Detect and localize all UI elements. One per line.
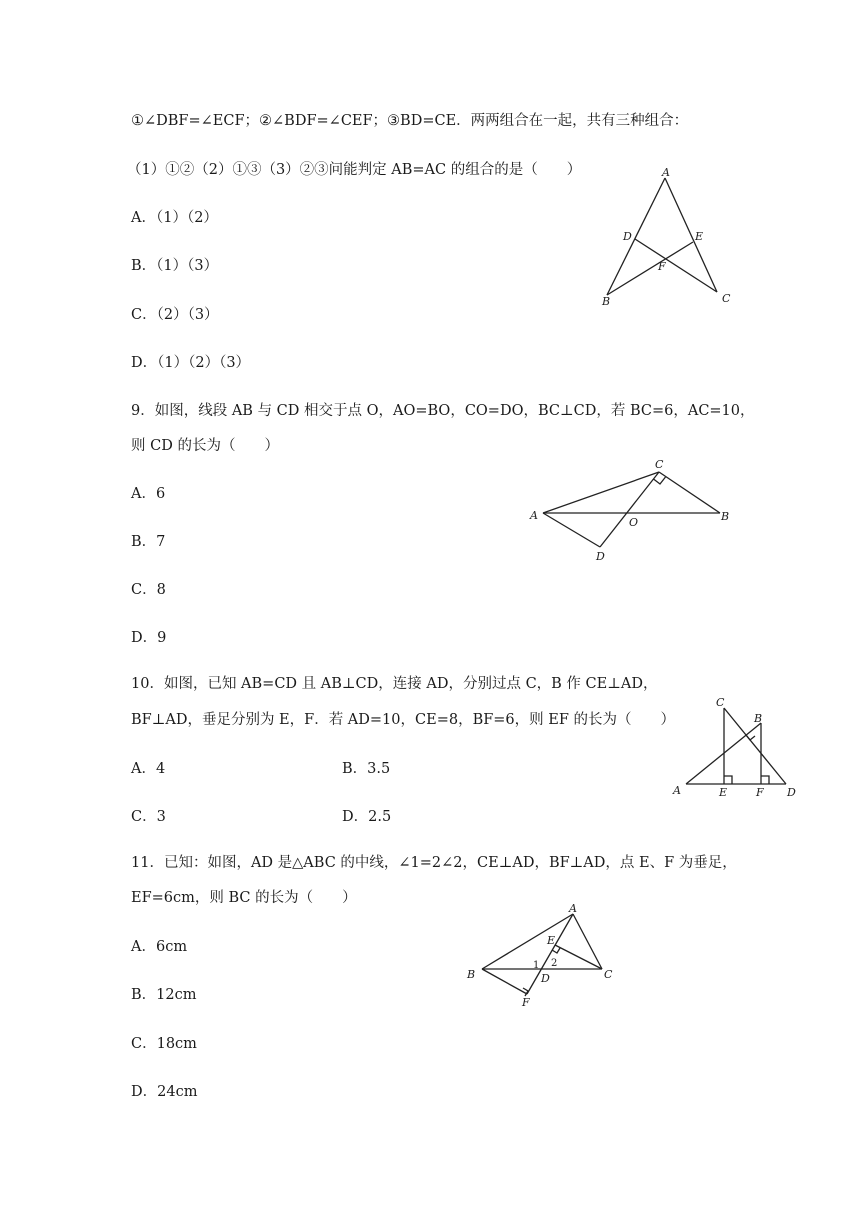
q11-label-a: A (569, 902, 577, 915)
q10-option-b: B．3.5 (342, 761, 391, 777)
q8-option-d: D．（1）（2）（3） (131, 355, 251, 371)
q10-label-e: E (719, 786, 728, 799)
q9-intersecting-segments-figure (525, 456, 740, 566)
q8-label-e: E (695, 230, 704, 243)
q11-option-d: D．24cm (131, 1084, 198, 1100)
q9-stem-line1: 9．如图，线段 AB 与 CD 相交于点 O，AO=BO，CO=DO，BC⊥CD，若 BC=6，AC=10， (131, 403, 755, 419)
q11-label-b: B (467, 968, 476, 981)
q10-option-d: D．2.5 (342, 809, 392, 825)
q11-label-f: F (522, 996, 530, 1009)
q8-option-c: C．（2）（3） (131, 307, 219, 323)
q10-label-f: F (756, 786, 764, 799)
q9-label-c: C (655, 458, 664, 471)
q8-triangle-figure (590, 162, 750, 312)
q10-label-d: D (787, 786, 796, 799)
q9-label-b: B (721, 510, 730, 523)
q11-label-d: D (541, 972, 550, 985)
q10-stem-line2: BF⊥AD，垂足分别为 E，F．若 AD=10，CE=8，BF=6，则 EF 的长为（ ） (131, 712, 676, 728)
q9-label-a: A (530, 509, 538, 522)
q10-label-a: A (673, 784, 681, 797)
q8-option-b: B．（1）（3） (131, 258, 219, 274)
q8-option-a: A．（1）（2） (131, 210, 218, 226)
q10-option-c: C．3 (131, 809, 166, 825)
q11-angle-2-label: 2 (551, 958, 558, 969)
q8-label-d: D (623, 230, 632, 243)
q10-label-c: C (716, 696, 725, 709)
q9-stem-line2: 则 CD 的长为（ ） (131, 438, 279, 454)
q11-option-b: B．12cm (131, 987, 197, 1003)
q10-stem-line1: 10．如图，已知 AB=CD 且 AB⊥CD，连接 AD，分别过点 C，B 作 CE⊥AD， (131, 676, 658, 692)
q8-question-line: （1）①②（2）①③（3）②③问能判定 AB=AC 的组合的是（ ） (127, 162, 582, 178)
q10-option-a: A．4 (131, 761, 166, 777)
q11-median-figure (462, 898, 622, 1013)
q11-label-e: E (547, 934, 556, 947)
q8-label-f: F (658, 260, 666, 273)
q8-label-c: C (722, 292, 731, 305)
q11-label-c: C (604, 968, 613, 981)
q8-condition-line: ①∠DBF=∠ECF；②∠BDF=∠CEF；③BD=CE．两两组合在一起，共有三种组合： (131, 113, 689, 129)
q11-stem-line1: 11．已知：如图，AD 是△ABC 的中线，∠1=2∠2，CE⊥AD，BF⊥AD，点 E、F 为垂足， (131, 855, 737, 871)
q11-option-a: A．6cm (131, 939, 188, 955)
q11-option-c: C．18cm (131, 1036, 197, 1052)
q11-stem-line2: EF=6cm，则 BC 的长为（ ） (131, 890, 357, 906)
q9-option-a: A．6 (131, 486, 166, 502)
q8-label-a: A (662, 166, 670, 179)
q11-angle-1-label: 1 (533, 960, 540, 971)
q9-label-d: D (596, 550, 605, 563)
q9-option-c: C．8 (131, 582, 166, 598)
q8-label-b: B (602, 295, 611, 308)
q9-label-o: O (629, 516, 639, 529)
q10-perpendicular-figure (668, 690, 808, 800)
q9-option-d: D．9 (131, 630, 167, 646)
q10-label-b: B (754, 712, 763, 725)
q9-option-b: B．7 (131, 534, 166, 550)
